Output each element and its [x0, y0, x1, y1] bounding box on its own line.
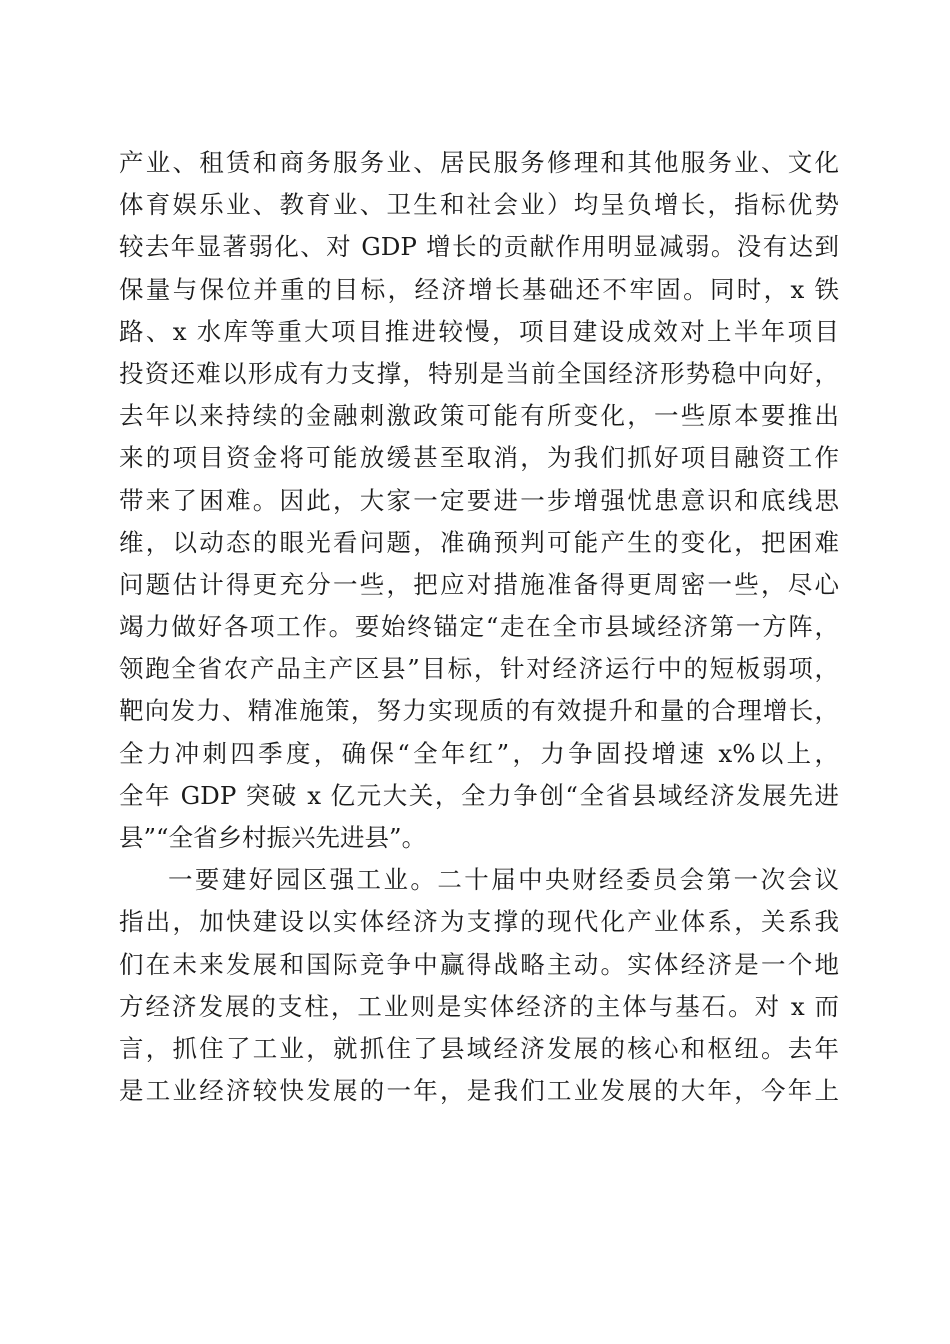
text-line: 来的项目资金将可能放缓甚至取消，为我们抓好项目融资工作: [119, 443, 839, 473]
text-line: 们在未来发展和国际竞争中赢得战略主动。实体经济是一个地: [119, 949, 839, 979]
text-line: 全力冲刺四季度，确保“全年红”，力争固投增速 x%以上，: [119, 738, 839, 768]
text-line: 言，抓住了工业，就抓住了县域经济发展的核心和枢纽。去年: [119, 1033, 839, 1063]
text-line: 问题估计得更充分一些，把应对措施准备得更周密一些，尽心: [119, 569, 839, 599]
paragraph-2: [119, 859, 839, 1112]
text-line: 方经济发展的支柱，工业则是实体经济的主体与基石。对 x 而: [119, 991, 839, 1021]
text-line: 一要建好园区强工业。二十届中央财经委员会第一次会议: [168, 865, 839, 895]
text-line: 带来了困难。因此，大家一定要进一步增强忧患意识和底线思: [119, 485, 839, 515]
text-line: 指出，加快建设以实体经济为支撑的现代化产业体系，关系我: [119, 907, 839, 937]
text-line: 维，以动态的眼光看问题，准确预判可能产生的变化，把困难: [119, 527, 839, 557]
text-line: 竭力做好各项工作。要始终锚定“走在全市县域经济第一方阵，: [119, 612, 839, 642]
text-line: 是工业经济较快发展的一年，是我们工业发展的大年，今年上: [119, 1076, 839, 1106]
document-body: [119, 142, 839, 1112]
text-line: 靶向发力、精准施策，努力实现质的有效提升和量的合理增长，: [119, 696, 839, 726]
text-line: 保量与保位并重的目标，经济增长基础还不牢固。同时，x 铁: [119, 274, 839, 304]
text-line: 投资还难以形成有力支撑，特别是当前全国经济形势稳中向好，: [119, 358, 839, 388]
text-line: 产业、租赁和商务服务业、居民服务修理和其他服务业、文化: [119, 148, 839, 177]
text-line: 较去年显著弱化、对 GDP 增长的贡献作用明显减弱。没有达到: [119, 232, 839, 262]
text-line: 体育娱乐业、教育业、卫生和社会业）均呈负增长，指标优势: [119, 190, 839, 220]
paragraph-1: [119, 142, 839, 859]
text-line: 去年以来持续的金融刺激政策可能有所变化，一些原本要推出: [119, 401, 839, 431]
text-line: 领跑全省农产品主产区县”目标，针对经济运行中的短板弱项，: [119, 654, 839, 684]
text-line: 路、x 水库等重大项目推进较慢，项目建设成效对上半年项目: [119, 316, 839, 346]
text-line: 全年 GDP 突破 x 亿元大关，全力争创“全省县域经济发展先进: [119, 780, 839, 810]
text-line: 县”“全省乡村振兴先进县”。: [119, 823, 427, 852]
